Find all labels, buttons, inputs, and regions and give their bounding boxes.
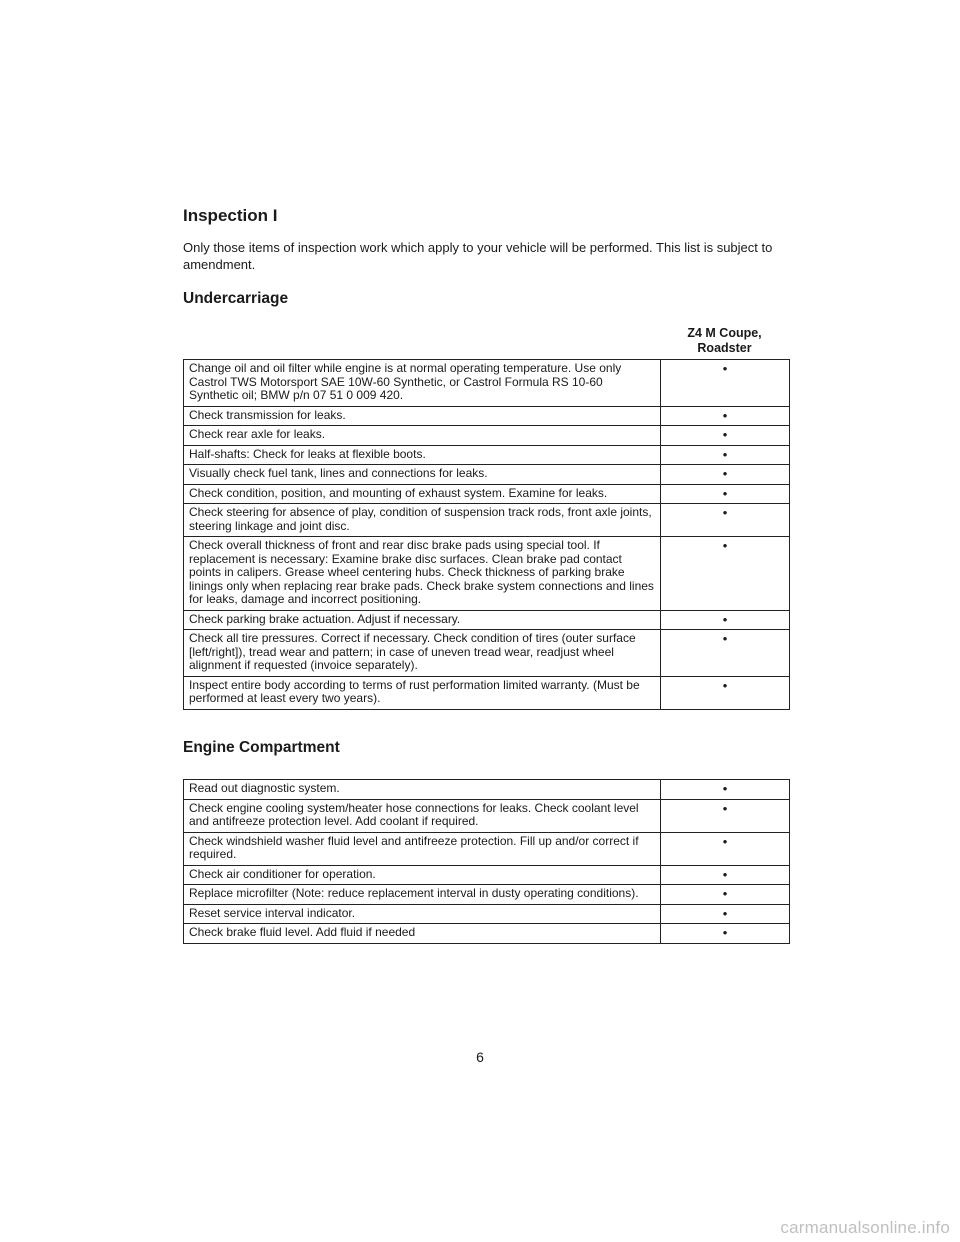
inspection-item-text: Check windshield washer fluid level and antifreeze protection. Fill up and/or correct if required. [184, 832, 661, 865]
applicable-bullet: • [661, 504, 790, 537]
inspection-item-text: Change oil and oil filter while engine is at normal operating temperature. Use only Castrol TWS Motorsport SAE 10W-60 Synthetic, or Castrol Formula RS 10-60 Synthetic oil; BMW p/n 07 51 0 009 420. [184, 360, 661, 407]
table-row [184, 537, 790, 611]
inspection-item-text: Check condition, position, and mounting of exhaust system. Examine for leaks. [184, 484, 661, 504]
engine-compartment-rows [184, 780, 790, 944]
undercarriage-rows [184, 360, 790, 710]
applicable-bullet: • [661, 610, 790, 630]
applicable-bullet: • [661, 426, 790, 446]
inspection-item-text: Check parking brake actuation. Adjust if necessary. [184, 610, 661, 630]
applicable-bullet: • [661, 924, 790, 944]
inspection-item-text: Check transmission for leaks. [184, 406, 661, 426]
applicable-bullet: • [661, 904, 790, 924]
inspection-item-text: Check rear axle for leaks. [184, 426, 661, 446]
inspection-item-text: Half-shafts: Check for leaks at flexible boots. [184, 445, 661, 465]
inspection-item-text: Read out diagnostic system. [184, 780, 661, 800]
table-row [184, 484, 790, 504]
undercarriage-heading: Undercarriage [183, 290, 289, 307]
applicable-bullet: • [661, 360, 790, 407]
table-row [184, 406, 790, 426]
applicable-bullet: • [661, 799, 790, 832]
inspection-item-text: Check engine cooling system/heater hose connections for leaks. Check coolant level and antifreeze protection level. Add coolant if required. [184, 799, 661, 832]
inspection-item-text: Visually check fuel tank, lines and connections for leaks. [184, 465, 661, 485]
table-row [184, 676, 790, 709]
page-number: 6 [476, 1049, 484, 1065]
page-title: Inspection I [183, 206, 278, 225]
table-row [184, 865, 790, 885]
inspection-item-text: Inspect entire body according to terms of rust performation limited warranty. (Must be performed at least every two years). [184, 676, 661, 709]
applicable-bullet: • [661, 885, 790, 905]
inspection-item-text: Check brake fluid level. Add fluid if needed [184, 924, 661, 944]
inspection-item-text: Check air conditioner for operation. [184, 865, 661, 885]
table-row [184, 360, 790, 407]
table-row [184, 426, 790, 446]
engine-compartment-table [183, 779, 790, 944]
watermark: carmanualsonline.info [780, 1218, 950, 1237]
applicable-bullet: • [661, 406, 790, 426]
engine-compartment-heading: Engine Compartment [183, 739, 340, 756]
inspection-item-text: Replace microfilter (Note: reduce replacement interval in dusty operating conditions). [184, 885, 661, 905]
applicable-bullet: • [661, 537, 790, 611]
applicable-bullet: • [661, 780, 790, 800]
applicable-bullet: • [661, 630, 790, 677]
table-row [184, 904, 790, 924]
inspection-item-text: Reset service interval indicator. [184, 904, 661, 924]
inspection-item-text: Check all tire pressures. Correct if necessary. Check condition of tires (outer surface [left/right]), tread wear and pattern; in case of uneven tread wear, readjust wheel alignment if requested (invoice separately). [184, 630, 661, 677]
inspection-item-text: Check steering for absence of play, condition of suspension track rods, front axle joints, steering linkage and joint disc. [184, 504, 661, 537]
applicable-bullet: • [661, 832, 790, 865]
inspection-item-text: Check overall thickness of front and rear disc brake pads using special tool. If replacement is necessary: Examine brake disc surfaces. Clean brake pad contact points in calipers. Grease wheel centering hubs. Check thickness of parking brake linings only when replacing rear brake pads. Check brake system connections and lines for leaks, damage and incorrect positioning. [184, 537, 661, 611]
table-row [184, 799, 790, 832]
table-row [184, 504, 790, 537]
table-row [184, 445, 790, 465]
table-row [184, 924, 790, 944]
undercarriage-table [183, 359, 790, 710]
table-row [184, 832, 790, 865]
model-column-header: Z4 M Coupe, Roadster [687, 326, 762, 355]
table-row [184, 885, 790, 905]
table-row [184, 630, 790, 677]
applicable-bullet: • [661, 484, 790, 504]
applicable-bullet: • [661, 676, 790, 709]
applicable-bullet: • [661, 865, 790, 885]
applicable-bullet: • [661, 465, 790, 485]
table-row [184, 465, 790, 485]
intro-paragraph: Only those items of inspection work which apply to your vehicle will be performed. This list is subject to amendment. [183, 240, 773, 272]
table-row [184, 610, 790, 630]
table-row [184, 780, 790, 800]
applicable-bullet: • [661, 445, 790, 465]
